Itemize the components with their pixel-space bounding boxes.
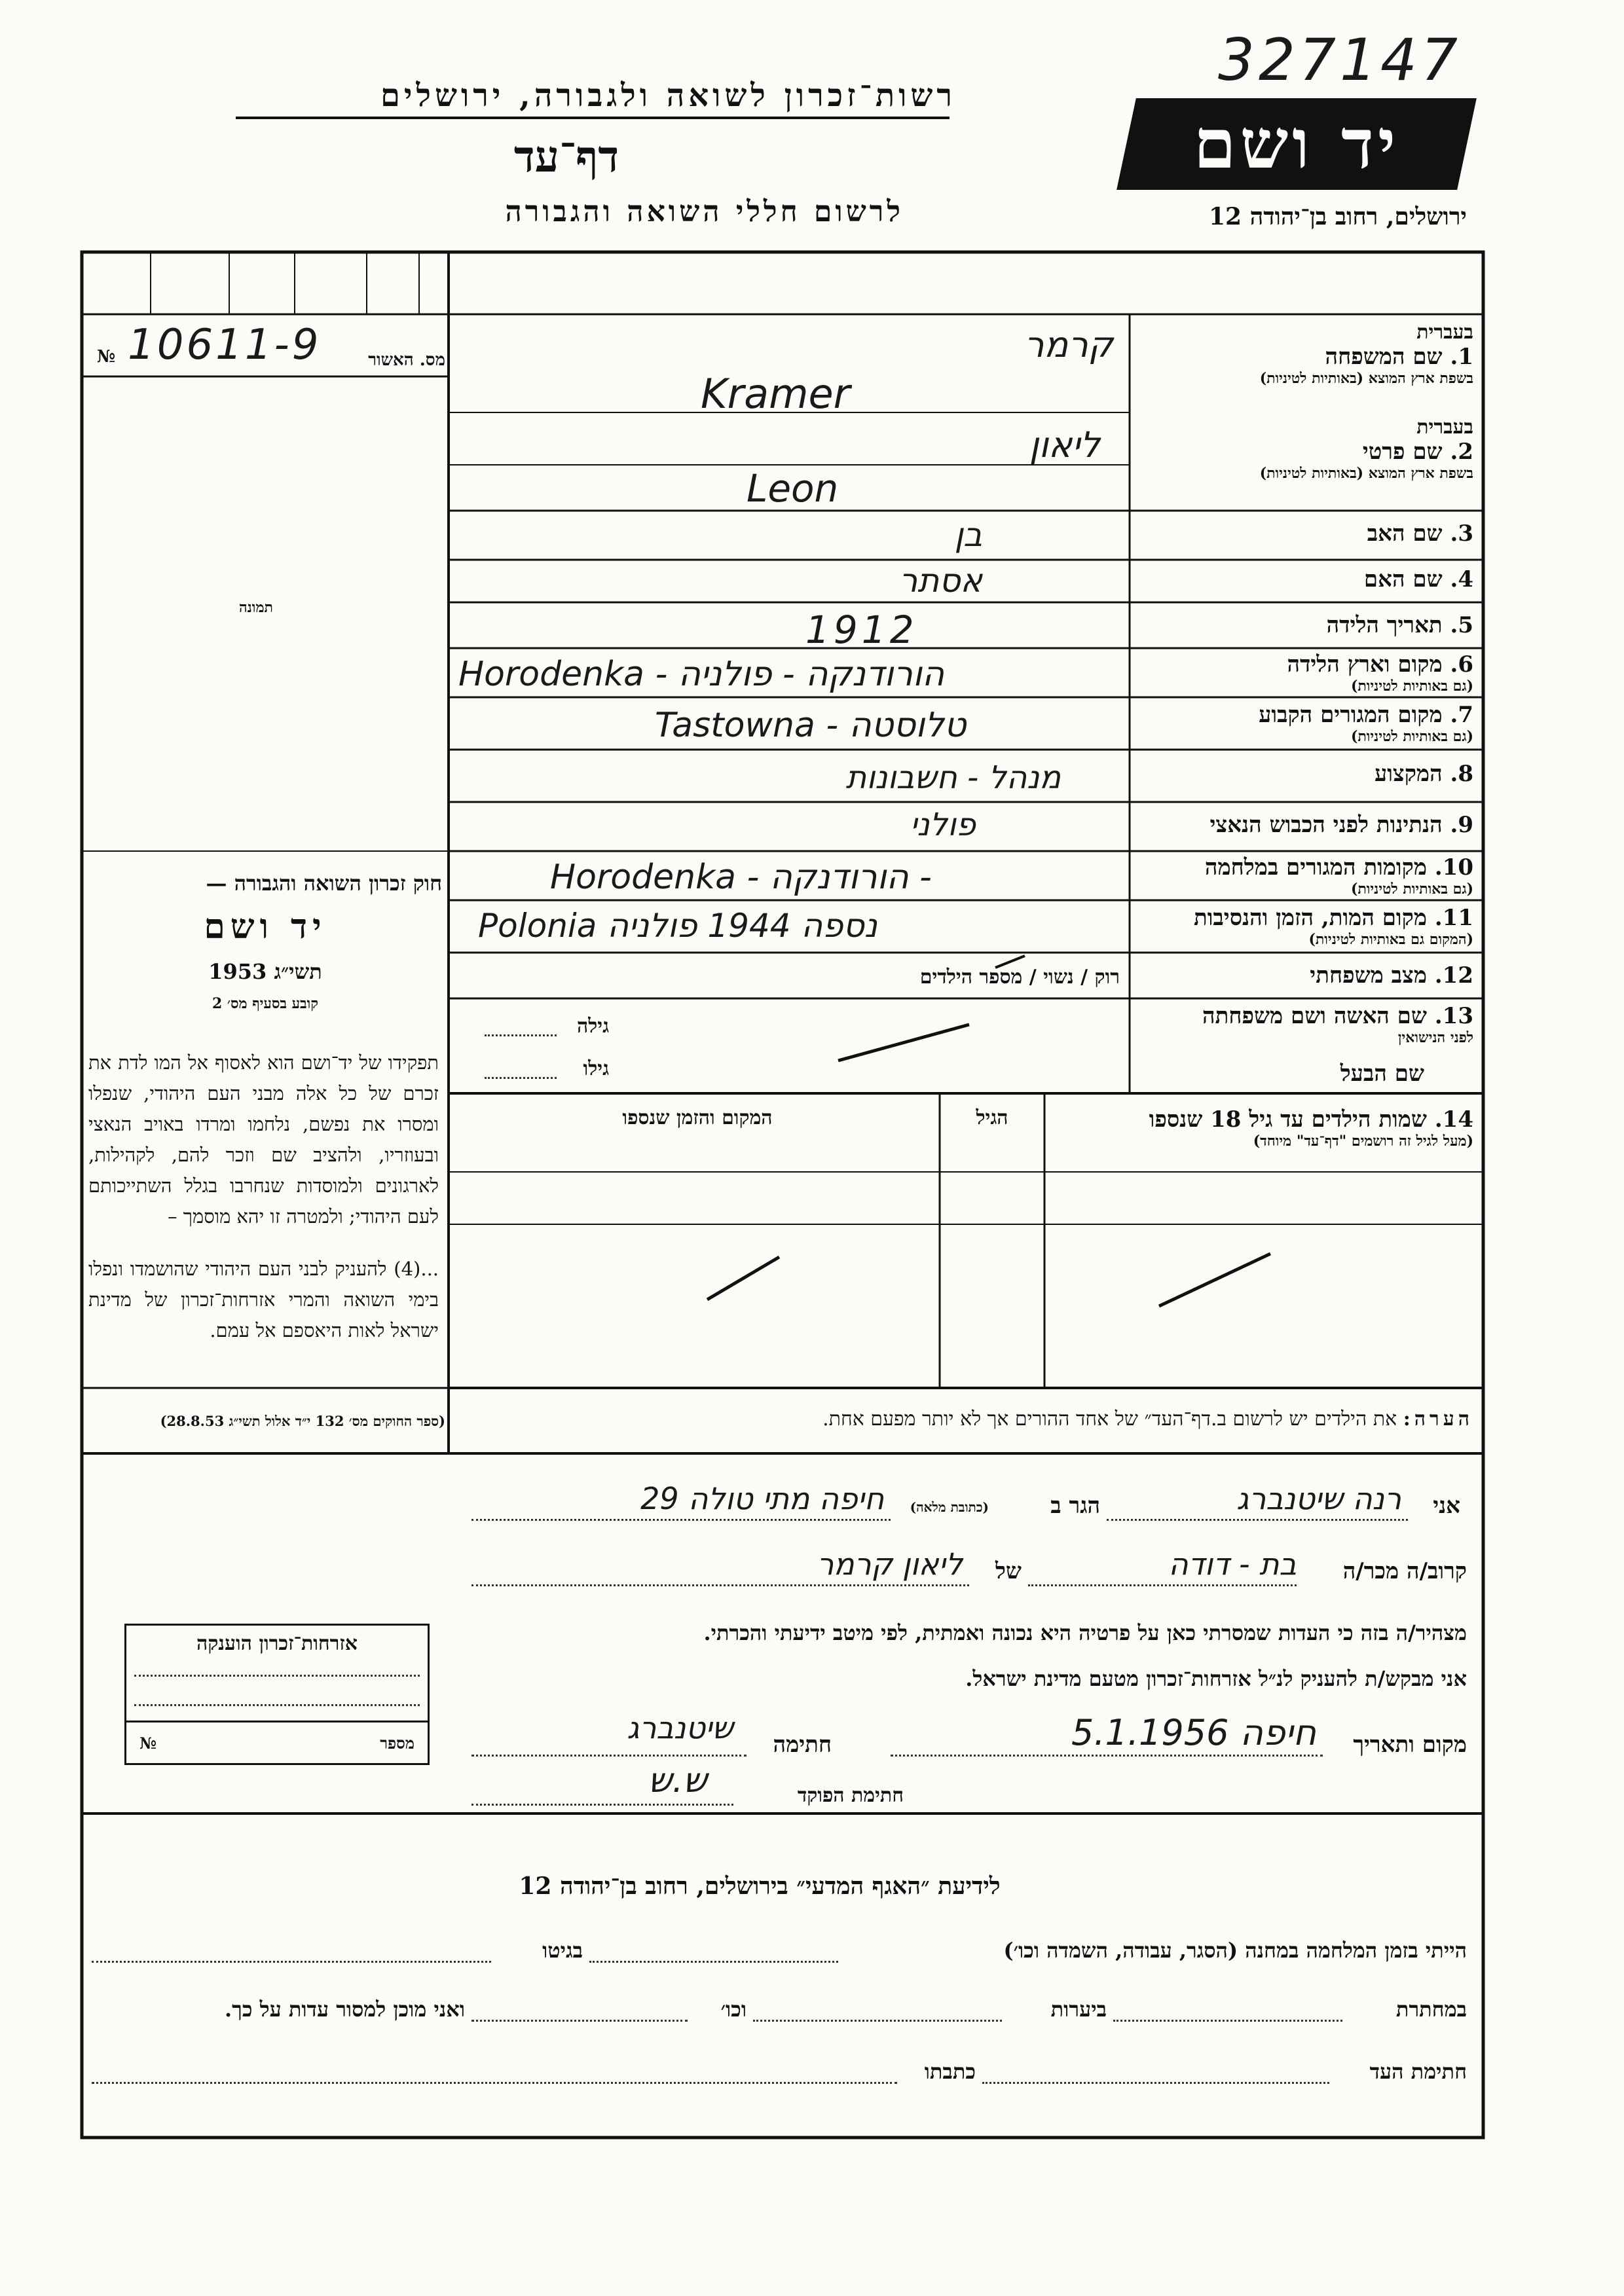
birth-date: 1912 [805,608,918,652]
footer-line1-dots [589,1961,838,1963]
certificate-title: אזרחות־זכרון הוענקה [196,1632,358,1655]
profession: מנהל - חשבונות [845,759,1061,796]
decl-relation: בת - דודה [1168,1546,1297,1582]
nationality: פולני [910,807,976,843]
footer-line3-b: כתבתו [924,2059,976,2084]
field-3-label: 3. שם האב [1367,520,1473,547]
decl-relation-dots [1028,1584,1297,1586]
field-2: בעברית 2. שם פרטי בשפת ארץ המוצא (באותיות לטיניות) [1259,416,1473,482]
field-12-label: 12. מצב משפחתי [1310,962,1473,989]
footer-line2-c: וכו׳ [720,1997,747,2022]
officer-label: חתימת הפוקד [797,1784,904,1807]
field-6-label: 6. מקום וארץ הלידה (גם באותיות לטיניות) [1287,651,1473,695]
decl-line1-sub: (כתובת מלאה) [910,1499,989,1515]
approval-label: מס. האשור [368,350,445,370]
footer-line3-a: חתימת העד [1369,2059,1467,2084]
decl-name-dots [1107,1519,1408,1521]
law-clause: קובע בסעיף מס׳ 2 [212,995,319,1012]
footer-line2-dots-1 [1113,2020,1342,2022]
photo-label: תמונה [239,599,273,616]
place-date-value: חיפה 5.1.1956 [1071,1712,1316,1753]
officer-value: ש.ש [648,1761,707,1800]
footer-line2-dots-2 [753,2020,1002,2022]
decl-line2-prefix: קרוב/ה מכר/ה [1342,1558,1467,1584]
birth-place: Horodenka - הורודנקה - פולניה [458,655,945,694]
law-title: חוק זכרון השואה והגבורה — [206,871,442,896]
footer-line3-dots-1 [982,2082,1329,2084]
husband-age-dots [485,1077,557,1079]
footer-line3-dots-2 [92,2082,897,2084]
note: הערה: את הילדים יש לרשום ב.דף־העד״ של אחד ההורים אך לא יותר מפעם אחת. [822,1408,1473,1430]
law-name: יד ושם [204,907,327,947]
place-date-dots [891,1755,1323,1757]
signature-value: שיטנברג [627,1710,733,1745]
footer-line2-b: ביערות [1050,1997,1107,2022]
residence: Tastowna - טלוסטה [655,706,967,745]
certificate-no-mark: № [139,1734,157,1753]
footer-title: לידיעת ״האגף המדעי״ בירושלים, רחוב בן־יהודה 12 [519,1872,1001,1900]
death-place: Polonia נספה 1944 פולניה [478,907,877,945]
certificate-number-label: מספר [380,1734,415,1753]
law-text-2: ...(4) להעניק לבני העם היהודי שהושמדו ונפלו בימי השואה והמרי אזרחות־זכרון של מדינת ישראל לאות היאספם אל עמם. [88,1258,439,1341]
footer-line2-a: במחתרת [1395,1997,1467,2022]
officer-dots [471,1804,733,1806]
field-1-label: שם המשפחה [1325,344,1443,370]
surname-hebrew: קרמר [1024,324,1113,365]
signature-dots [471,1755,747,1757]
field-12-options: רוק / נשוי / מספר הילדים [919,966,1120,989]
husband-age-label: גילו [583,1057,609,1080]
field-11-label: 11. מקום המות, הזמן והנסיבות (המקום גם באותיות לטיניות) [1193,905,1473,948]
husband-label: שם הבעל [1340,1061,1424,1087]
certificate-box [124,1624,430,1765]
decl-line1-mid: הגר ב [1050,1493,1100,1519]
decl-line3: מצהיר/ה בזה כי העדות שמסרתי כאן על פרטיה היא נכונה ואמתית, לפי מיטב ידיעתי והכרתי. [703,1620,1467,1645]
wartime-residence: Horodenka - הורודנקה - [550,858,932,897]
field-13-label: 13. שם האשה ושם משפחתה לפני הנישואין [1202,1003,1473,1046]
decl-address: חיפה מתי טולה 29 [640,1481,884,1516]
address: ירושלים, רחוב בן־יהודה 12 [1208,203,1467,230]
decl-subject-name: ליאון קרמר [817,1546,963,1582]
footer-line1-b: בגיטו [542,1938,583,1963]
decl-name: רנה שיטנברג [1236,1481,1401,1516]
decl-line2-of: של [995,1558,1022,1584]
form-subtitle: לרשום חללי השואה והגבורה [505,195,904,228]
firstname-hebrew: ליאון [1029,424,1100,465]
firstname-latin: Leon [747,466,839,511]
surname-latin: Kramer [701,370,851,418]
decl-address-dots [471,1519,891,1521]
decl-line1-prefix: אני [1433,1493,1460,1519]
mother-name: אסתר [899,562,982,600]
field-8-label: 8. המקצוע [1374,761,1473,787]
field-7-label: 7. מקום המגורים הקבוע (גם באותיות לטיניות) [1259,702,1473,745]
father-name: בן [954,516,982,554]
footer-line2-d: ואני מוכן למסור עדות על כך. [224,1997,465,2022]
form-title: דף־עד [513,131,619,182]
field-2-label: שם פרטי [1362,439,1443,465]
wife-age-label: גילה [576,1015,609,1038]
children-age-col: הגיל [976,1106,1008,1129]
law-source: (ספר החוקים מס׳ 132 י״ד אלול תשי״ג 28.8.53) [160,1413,445,1429]
children-place-col: המקום והזמן שנספו [622,1106,773,1129]
decl-line4: אני מבקש/ת להעניק לנ״ל אזרחות־זכרון מטעם מדינת ישראל. [965,1666,1467,1691]
field-1: בעברית 1. שם המשפחה בשפת ארץ המוצא (באותיות לטיניות) [1259,321,1473,387]
approval-value: 10611-9 [128,321,322,369]
law-year: תשי״ג 1953 [208,959,322,984]
decl-subject-dots [471,1584,969,1586]
authority-title: רשות־זכרון לשואה ולגבורה, ירושלים [380,77,956,114]
footer-line1-dots-2 [92,1961,491,1963]
field-14-label: 14. שמות הילדים עד גיל 18 שנספו (מעל לגיל זה רושמים "דף־עד" מיוחד) [1149,1106,1473,1150]
place-date-label: מקום ותאריך [1353,1732,1467,1758]
wife-age-dots [485,1034,557,1036]
footer-line1-a: הייתי בזמן המלחמה במחנה (הסגר, עבודה, השמדה וכו׳) [1003,1938,1467,1963]
field-10-label: 10. מקומות המגורים במלחמה (גם באותיות לטיניות) [1204,854,1473,898]
law-text-1: תפקידו של יד־ושם הוא לאסוף אל המו לדת את זכרם של כל אלה מבני העם היהודי, שנפלו ומסרו את נפשם, נלחמו ומרדו באויב הנאצי ובעוזריו, ולהציב שם וזכר להם, לקהילות, לארגונים ולמוסדות שנחרבו בגלל השתייכותם לעם היהודי; ולמטרה זו יהא מוסמך – [88,1051,439,1228]
footer-line2-dots-3 [471,2020,688,2022]
yad-vashem-logo: יד ושם [1116,98,1477,190]
note-text: את הילדים יש לרשום ב.דף־העד״ של אחד ההורים אך לא יותר מפעם אחת. [822,1408,1397,1430]
field-9-label: 9. הנתינות לפני הכבוש הנאצי [1209,812,1473,838]
handwritten-number: 327147 [1218,26,1462,94]
signature-label: חתימה [773,1732,832,1758]
field-4-label: 4. שם האם [1363,566,1473,592]
field-5-label: 5. תאריך הלידה [1326,612,1473,638]
approval-no-mark: № [97,347,116,367]
